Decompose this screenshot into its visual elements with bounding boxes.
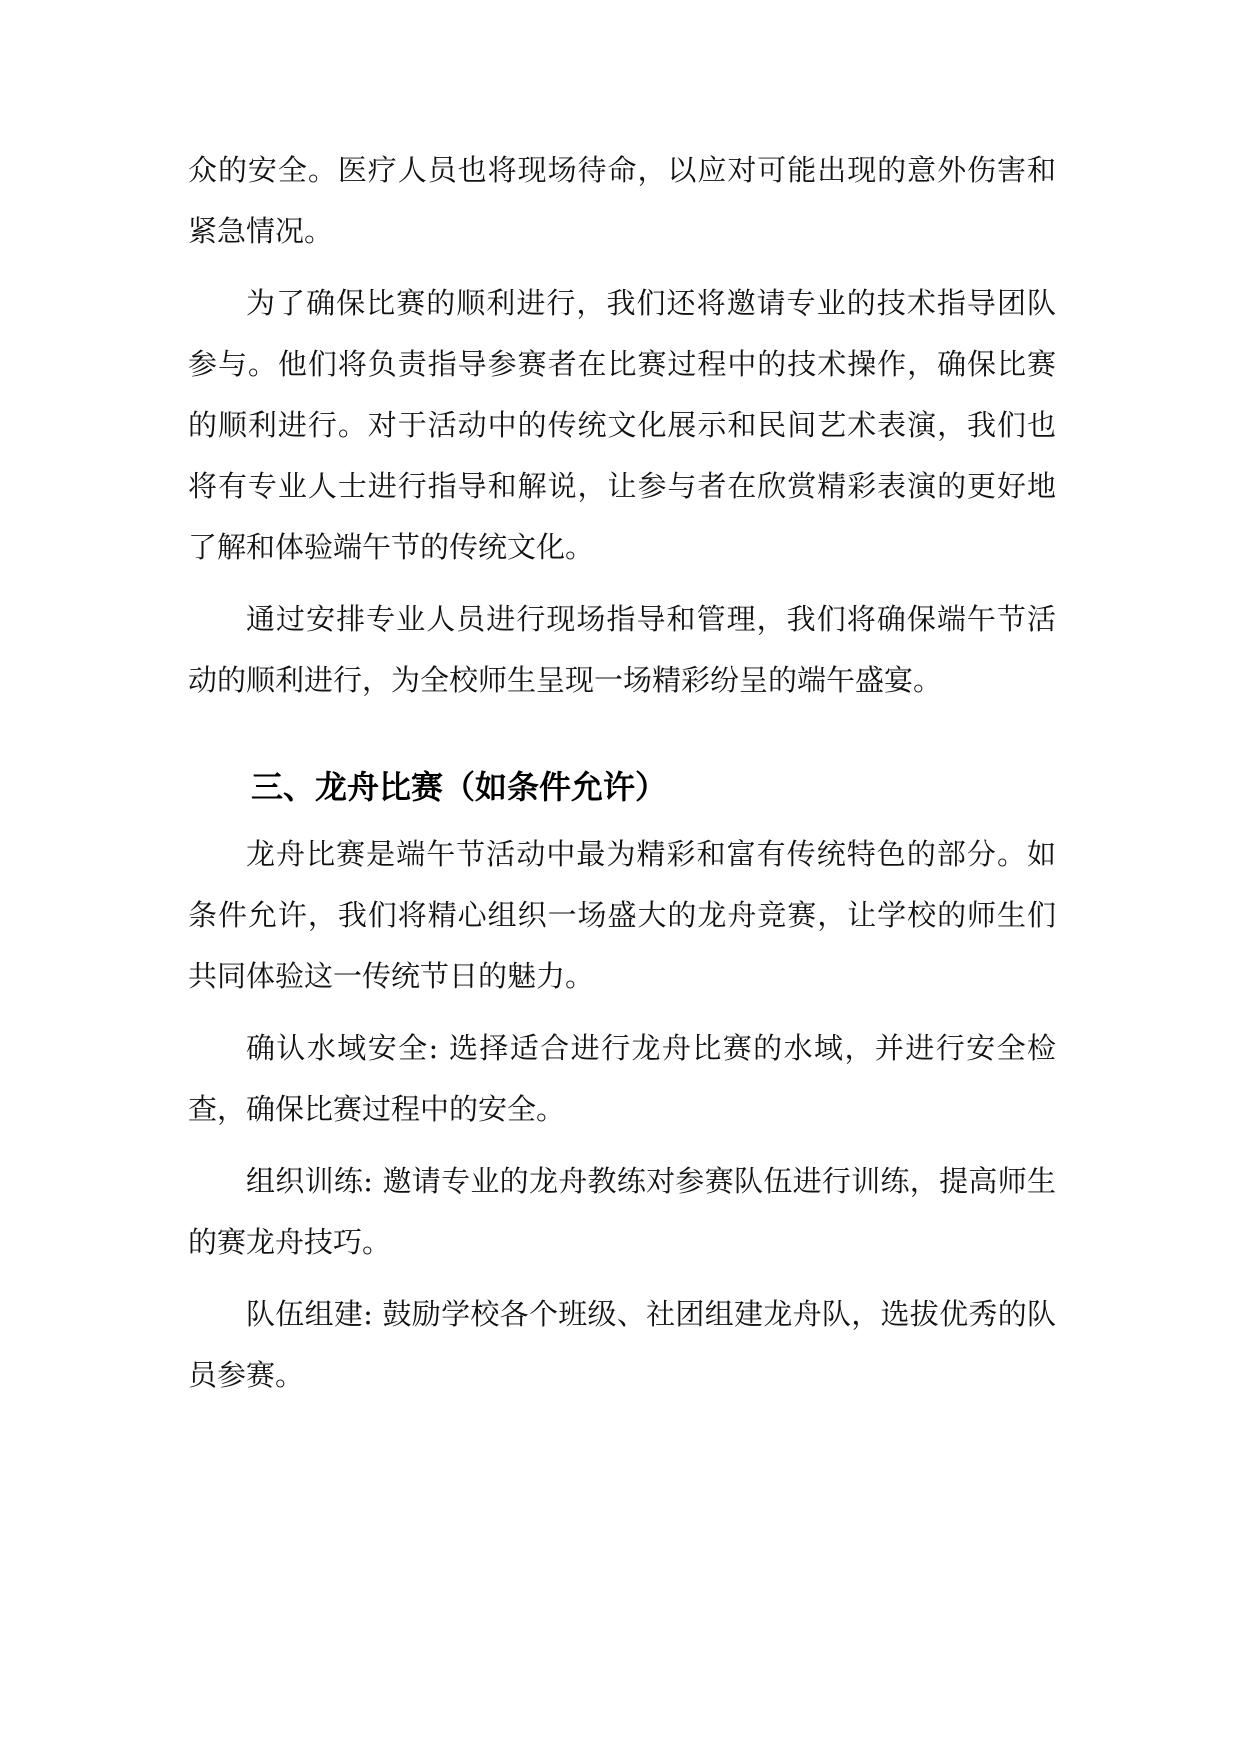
paragraph-team-building: 队伍组建: 鼓励学校各个班级、社团组建龙舟队，选拔优秀的队员参赛。 xyxy=(188,1297,1056,1392)
document-body xyxy=(188,140,1056,1406)
paragraph-on-site-management: 通过安排专业人员进行现场指导和管理，我们将确保端午节活动的顺利进行，为全校师生呈现一场精彩纷呈的端午盛宴。 xyxy=(188,602,1056,697)
paragraph-technical-guidance: 为了确保比赛的顺利进行，我们还将邀请专业的技术指导团队参与。他们将负责指导参赛者在比赛过程中的技术操作，确保比赛的顺利进行。对于活动中的传统文化展示和民间艺术表演，我们也将有专业人士进行指导和解说，让参与者在欣赏精彩表演的更好地了解和体验端午节的传统文化。 xyxy=(188,286,1056,564)
paragraph-safety-continued: 众的安全。医疗人员也将现场待命，以应对可能出现的意外伤害和紧急情况。 xyxy=(188,153,1056,248)
paragraph-water-safety: 确认水域安全: 选择适合进行龙舟比赛的水域，并进行安全检查，确保比赛过程中的安全。 xyxy=(188,1031,1056,1126)
section-heading-dragon-boat: 三、龙舟比赛（如条件允许） xyxy=(251,768,668,806)
paragraph-training: 组织训练: 邀请专业的龙舟教练对参赛队伍进行训练，提高师生的赛龙舟技巧。 xyxy=(188,1164,1056,1259)
paragraph-dragon-boat-intro: 龙舟比赛是端午节活动中最为精彩和富有传统特色的部分。如条件允许，我们将精心组织一场盛大的龙舟竞赛，让学校的师生们共同体验这一传统节日的魅力。 xyxy=(188,837,1056,993)
